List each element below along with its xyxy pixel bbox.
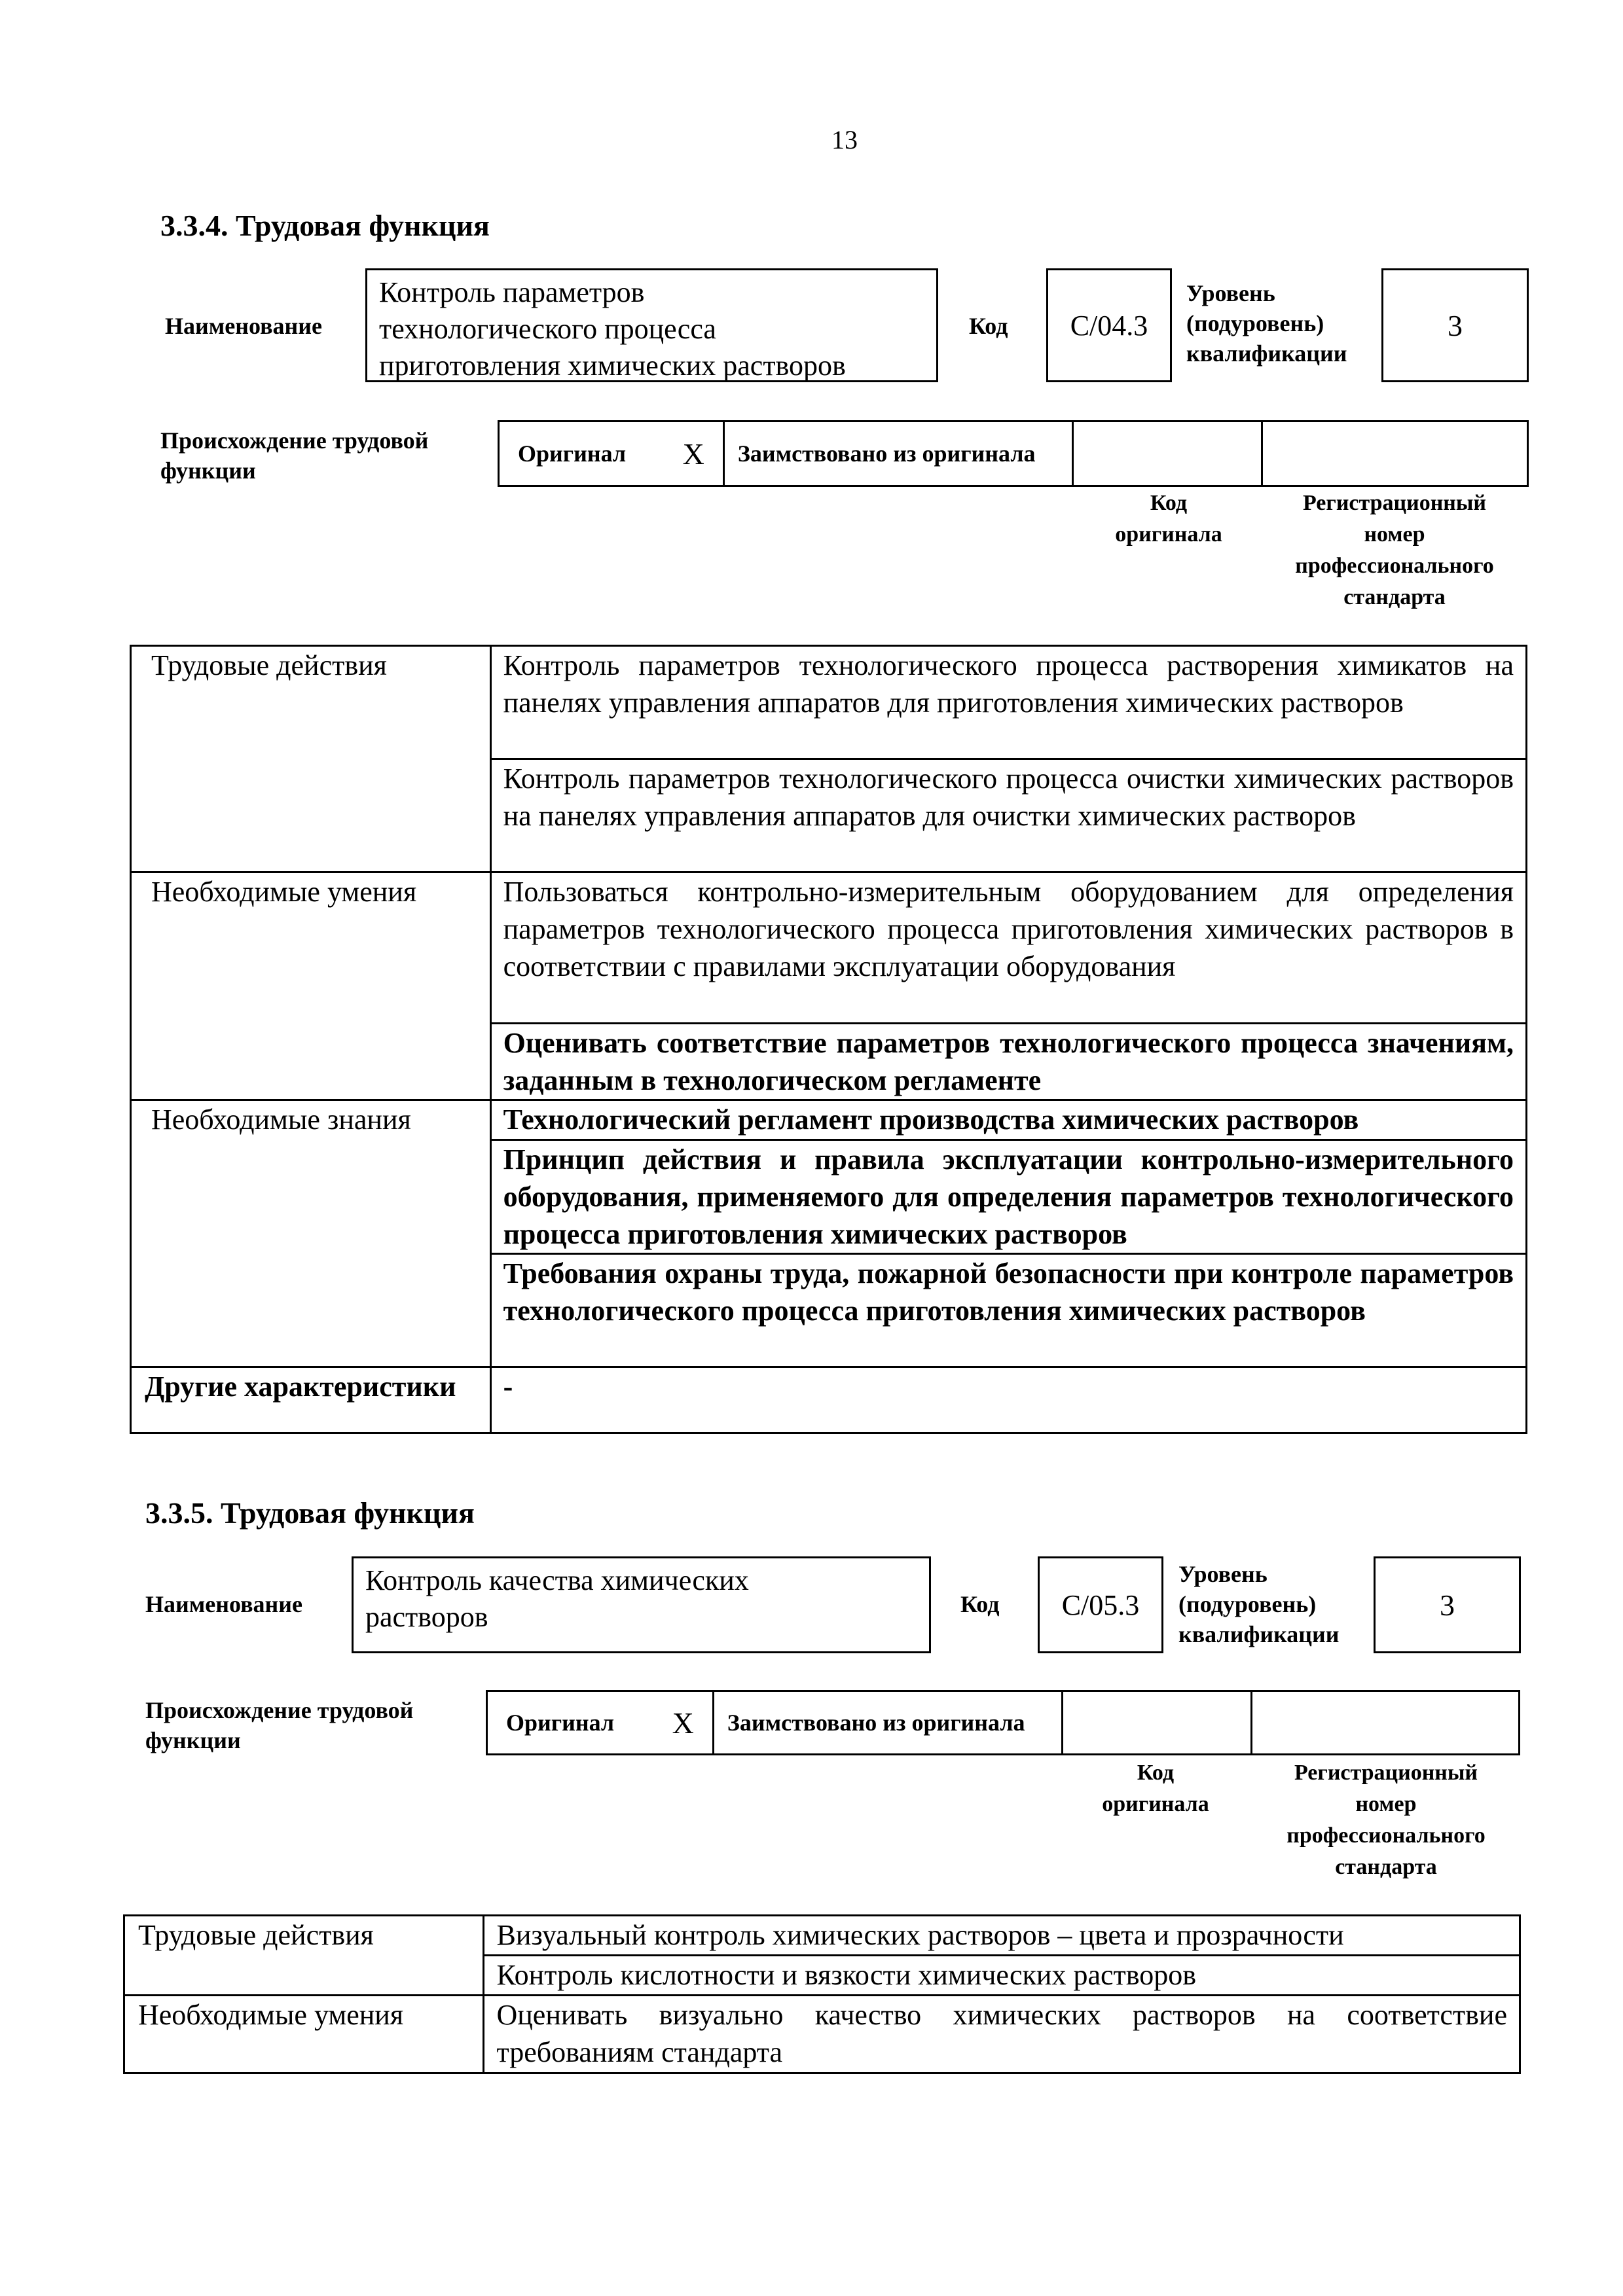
reg-number-cell <box>1252 1692 1518 1753</box>
level-label-line: квалификации <box>1178 1621 1340 1647</box>
level-label-line: Уровень <box>1178 1561 1267 1587</box>
origin-label-334 <box>160 425 428 486</box>
table-row <box>131 1367 1527 1433</box>
skill-item: Оценивать соответствие параметров технологического процесса значениям, заданным в технологическом регламенте <box>490 1024 1526 1100</box>
knowledge-item: Технологический регламент производства химических растворов <box>490 1100 1526 1140</box>
labor-actions-label: Трудовые действия <box>124 1916 484 1996</box>
caption-line: Регистрационный <box>1294 1761 1478 1785</box>
caption-line: оригинала <box>1115 522 1222 547</box>
borrowed-label: Заимствовано из оригинала <box>727 1710 1025 1736</box>
labor-action-item: Контроль параметров технологического процесса очистки химических растворов на панелях управления аппаратов для очистки химических растворов <box>490 759 1526 872</box>
labor-action-item: Контроль параметров технологического процесса растворения химикатов на панелях управления аппаратов для приготовления химических растворов <box>490 646 1526 759</box>
origin-table-334 <box>498 420 1529 487</box>
labor-actions-label: Трудовые действия <box>131 646 491 872</box>
code-value: C/04.3 <box>1070 309 1148 342</box>
caption-line: оригинала <box>1102 1792 1209 1816</box>
name-label-335: Наименование <box>145 1591 302 1617</box>
origin-table-335 <box>486 1690 1520 1755</box>
function-name-line: растворов <box>365 1601 488 1633</box>
skill-item: Оценивать визуально качество химических растворов на соответствие требованиям стандарта <box>484 1996 1520 2073</box>
origin-label-line: Происхождение трудовой <box>145 1697 414 1723</box>
level-label-334 <box>1186 278 1347 368</box>
borrowed-cell <box>714 1692 1063 1753</box>
section-title-335: 3.3.5. Трудовая функция <box>145 1496 475 1530</box>
reg-number-caption-335 <box>1252 1757 1520 1883</box>
code-original-cell <box>1063 1692 1252 1753</box>
function-name-line: Контроль качества химических <box>365 1564 749 1596</box>
level-label-line: Уровень <box>1186 280 1275 306</box>
function-name-box-334 <box>365 268 938 382</box>
section-title-334: 3.3.4. Трудовая функция <box>160 209 490 242</box>
knowledge-label: Необходимые знания <box>131 1100 491 1367</box>
table-row <box>131 1100 1527 1140</box>
level-box-335 <box>1374 1556 1521 1653</box>
reg-number-cell <box>1263 422 1527 485</box>
origin-label-line: функции <box>160 457 256 484</box>
function-name-line: Контроль параметров <box>379 276 645 308</box>
caption-line: номер <box>1355 1792 1417 1816</box>
level-value: 3 <box>1448 308 1463 342</box>
other-value: - <box>490 1367 1526 1433</box>
caption-line: Регистрационный <box>1302 491 1487 515</box>
function-name-line: приготовления химических растворов <box>379 350 846 382</box>
borrowed-cell <box>725 422 1074 485</box>
level-box-334 <box>1381 268 1529 382</box>
borrowed-label: Заимствовано из оригинала <box>737 440 1036 467</box>
labor-action-item: Контроль кислотности и вязкости химических растворов <box>484 1956 1520 1996</box>
code-original-caption-334 <box>1074 488 1264 550</box>
caption-line: профессионального <box>1295 554 1494 578</box>
reg-number-caption-334 <box>1260 488 1529 613</box>
table-row <box>124 1916 1520 1956</box>
original-mark: X <box>672 1706 694 1740</box>
original-cell <box>500 422 725 485</box>
original-label: Оригинал <box>506 1710 615 1736</box>
code-label-335: Код <box>960 1591 1000 1617</box>
caption-line: номер <box>1364 522 1425 547</box>
knowledge-item: Принцип действия и правила эксплуатации контрольно-измерительного оборудования, применяемого для определения параметров технологического процесса приготовления химических растворов <box>490 1140 1526 1254</box>
code-original-cell <box>1074 422 1263 485</box>
origin-label-line: функции <box>145 1727 241 1753</box>
original-cell <box>488 1692 714 1753</box>
origin-label-335 <box>145 1695 413 1755</box>
caption-line: профессионального <box>1286 1823 1486 1848</box>
caption-line: Код <box>1150 491 1188 515</box>
function-name-box-335 <box>352 1556 931 1653</box>
caption-line: стандарта <box>1335 1855 1437 1879</box>
function-name-line: технологического процесса <box>379 313 716 345</box>
skill-item: Пользоваться контрольно-измерительным оборудованием для определения параметров технологического процесса приготовления химических растворов в соответствии с правилами эксплуатации оборудования <box>490 872 1526 1024</box>
code-original-caption-335 <box>1061 1757 1250 1820</box>
function-table-334 <box>130 645 1527 1434</box>
original-label: Оригинал <box>518 440 627 467</box>
knowledge-item: Требования охраны труда, пожарной безопасности при контроле параметров технологического процесса приготовления химических растворов <box>490 1254 1526 1367</box>
caption-line: стандарта <box>1343 585 1446 609</box>
skills-label: Необходимые умения <box>124 1996 484 2073</box>
labor-action-item: Визуальный контроль химических растворов – цвета и прозрачности <box>484 1916 1520 1956</box>
other-label: Другие характеристики <box>131 1367 491 1433</box>
level-label-line: (подуровень) <box>1178 1591 1317 1617</box>
level-label-line: квалификации <box>1186 340 1347 367</box>
table-row <box>131 872 1527 1024</box>
level-value: 3 <box>1440 1588 1455 1622</box>
code-box-335 <box>1038 1556 1163 1653</box>
origin-label-line: Происхождение трудовой <box>160 427 429 454</box>
function-table-335 <box>123 1914 1521 2074</box>
table-row <box>124 1996 1520 2073</box>
page-number: 13 <box>831 125 858 154</box>
code-value: C/05.3 <box>1061 1588 1140 1621</box>
name-label-334: Наименование <box>165 313 322 339</box>
table-row <box>131 646 1527 759</box>
skills-label: Необходимые умения <box>131 872 491 1100</box>
code-label-334: Код <box>969 313 1008 339</box>
level-label-line: (подуровень) <box>1186 310 1324 336</box>
level-label-335 <box>1178 1559 1340 1649</box>
caption-line: Код <box>1137 1761 1175 1785</box>
code-box-334 <box>1046 268 1172 382</box>
original-mark: X <box>682 437 704 471</box>
